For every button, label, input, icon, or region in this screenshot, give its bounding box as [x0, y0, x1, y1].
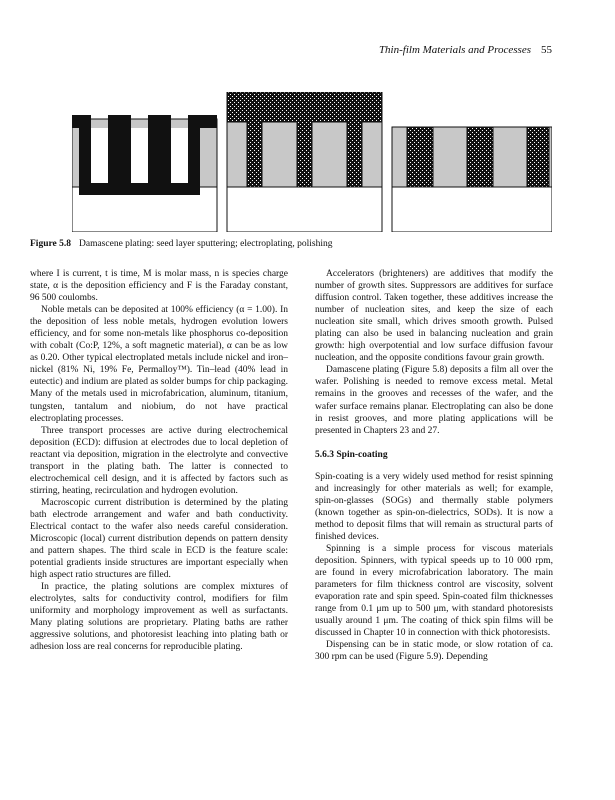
panel-polishing	[392, 127, 552, 232]
paragraph: Accelerators (brighteners) are additives that modify the number of growth sites. Suppressors are additives for surface diffusion control. Taken together, these additives increase the number of nucleation sites, and keep the size of each nucleation site small, which drives smooth growth. Pulsed plating can also be used in balancing nucleation and grain growth: high overpotential and low surface diffusion favour nucleation, and the opposite conditions favour grain growth.	[315, 269, 553, 364]
paragraph: Noble metals can be deposited at 100% efficiency (α = 1.00). In the deposition of less noble metals, hydrogen evolution lowers efficiency, and for some non-metals like phosphorus co-deposition with cobalt (Co:P, 12%, a soft magnetic material), α can be as low as 0.20. Other typical electroplated metals include nickel and iron–nickel (81% Ni, 19% Fe, Permalloy™). Tin–lead (40% lead in eutectic) and indium are plated as solder bumps for chip packaging. Many of the metals used in microfabrication, aluminum, titanium, tungsten, tantalum and niobium, do not have practical electroplating processes.	[30, 305, 288, 424]
paragraph: In practice, the plating solutions are complex mixtures of electrolytes, salts for conductivity control, modifiers for film uniformity and morphology improvement as well as surfactants. Many plating solutions are proprietary. Plating baths are rather aggressive solutions, and photoresist leaching into plating bath or adhesion loss are real concerns for reproducible plating.	[30, 582, 288, 653]
paragraph: Dispensing can be in static mode, or slow rotation of ca. 300 rpm can be used (Figure 5.9). Depending	[315, 640, 553, 663]
paragraph: Macroscopic current distribution is determined by the plating bath electrode arrangement and wafer and bath conductivity. Electrical contact to the wafer also needs careful consideration. Microscopic (local) current distribution depends on pattern density and pattern shapes. The third scale in ECD is the feature scale: potential gradients inside structures are important especially when high aspect ratio structures are filled.	[30, 497, 288, 581]
figure-caption	[30, 239, 590, 249]
paragraph: Spin-coating is a very widely used method for resist spinning and increasingly for other materials as well; for example, spin-on-glasses (SOGs) and thermally stable polymers (known together as spin-on-dielectrics, SODs). It is now a method to deposit films that will remain as structural parts of finished devices.	[315, 471, 553, 542]
damascene-figure	[72, 92, 552, 232]
panel-seed-layer-sputtering	[72, 119, 217, 232]
running-header	[300, 44, 552, 56]
paragraph: Damascene plating (Figure 5.8) deposits a film all over the wafer. Polishing is needed to remove excess metal. Metal remains in the grooves and recesses of the wafer, and the wafer surface remains planar. Electroplating can also be done in resist grooves, and more plating applications will be presented in Chapters 23 and 27.	[315, 365, 553, 436]
paragraph: Three transport processes are active during electrochemical deposition (ECD): diffusion at electrodes due to local depletion of reactant via deposition, migration in the electrolyte and convective transport in the plating bath. The latter is connected to electrochemical cell design, and it is affected by factors such as stirring, heating, recirculation and hydrogen evolution.	[30, 425, 288, 496]
panel-electroplating	[227, 92, 382, 232]
left-column	[30, 268, 288, 654]
section-heading: 5.6.3 Spin-coating	[315, 449, 388, 460]
paragraph: where I is current, t is time, M is molar mass, n is species charge state, α is the deposition efficiency and F is the Faraday constant, 96 500 coulombs.	[30, 269, 288, 304]
figure-label: Figure 5.8	[30, 239, 71, 249]
right-column	[315, 268, 553, 663]
figure-caption-text: Damascene plating: seed layer sputtering; electroplating, polishing	[79, 239, 333, 249]
page-number: 55	[541, 44, 552, 56]
running-title: Thin-film Materials and Processes	[378, 44, 531, 56]
paragraph: Spinning is a simple process for viscous materials deposition. Spinners, with typical speeds up to 10 000 rpm, are found in every microfabrication laboratory. The main parameters for film thickness control are viscosity, solvent evaporation rate and spin speed. Spin-coated film thicknesses range from 0.1 μm up to 500 μm, with standard photoresists usually around 1 μm. The coating of thick spin films will be discussed in Chapter 10 in connection with thick photoresists.	[315, 543, 553, 639]
